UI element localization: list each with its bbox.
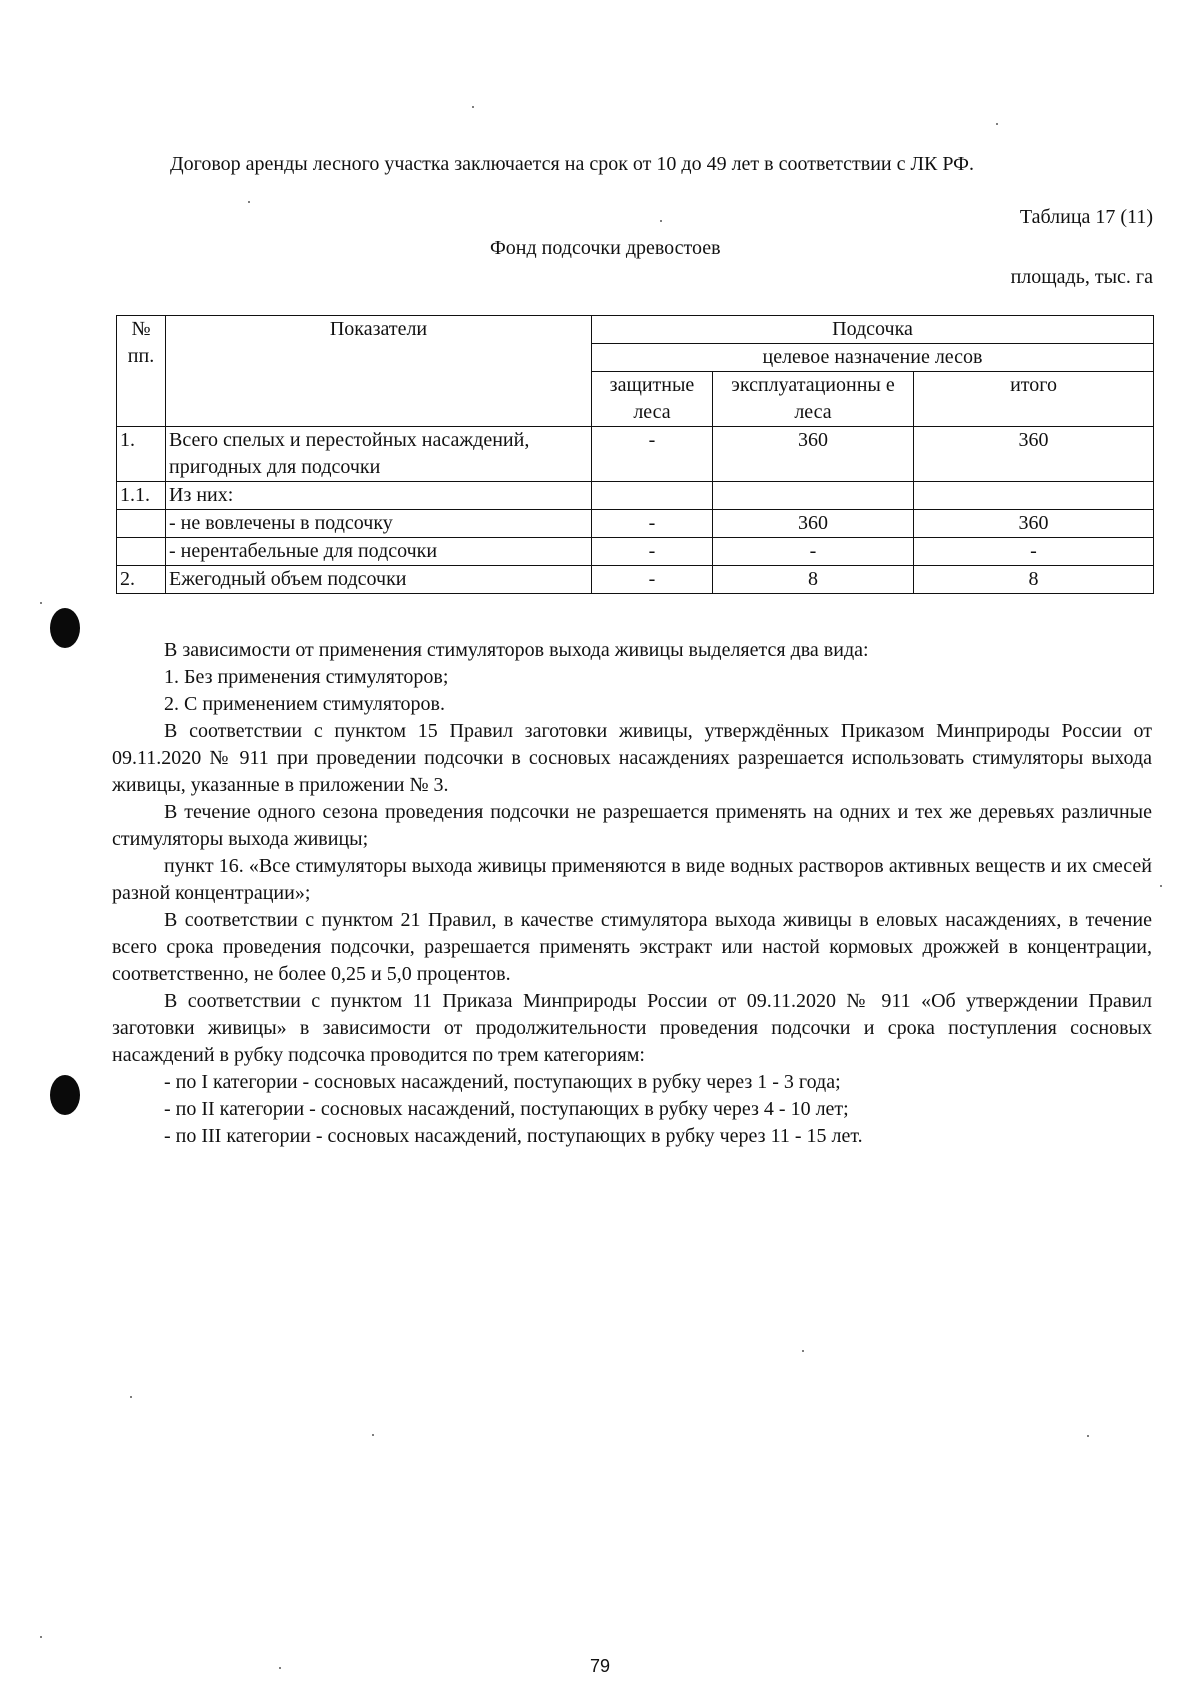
list-item: - по III категории - сосновых насаждений, поступающих в рубку через 11 - 15 лет. — [164, 1125, 863, 1147]
row-num: 1.1. — [117, 482, 166, 510]
header-indicator: Показатели — [166, 316, 592, 427]
punch-hole-upper — [50, 608, 80, 648]
table-row — [117, 510, 1154, 538]
header-protective: защитные леса — [592, 372, 713, 427]
row-total: 8 — [914, 566, 1154, 594]
row-protective: - — [592, 538, 713, 566]
scan-speck — [372, 1434, 374, 1436]
paragraph: В течение одного сезона проведения подсочки не разрешается применять на одних и тех же деревьях различные стимуляторы выхода живицы; — [112, 801, 1152, 850]
scan-speck — [802, 1350, 804, 1352]
header-exploitation: эксплуатационны е леса — [713, 372, 914, 427]
scan-speck — [130, 1396, 132, 1398]
paragraph: В соответствии с пунктом 11 Приказа Минприроды России от 09.11.2020 № 911 «Об утверждении Правил заготовки живицы» в зависимости от продолжительности проведения подсочки и срока поступления сосновых насаждений в рубку подсочка проводится по трем категориям: — [112, 990, 1152, 1066]
scan-speck — [40, 602, 42, 604]
row-protective: - — [592, 566, 713, 594]
tapping-fund-table — [116, 315, 1154, 594]
punch-hole-lower — [50, 1075, 80, 1115]
row-num: 2. — [117, 566, 166, 594]
row-num — [117, 538, 166, 566]
scan-speck — [996, 123, 998, 125]
row-protective: - — [592, 427, 713, 482]
row-label: - не вовлечены в подсочку — [166, 510, 592, 538]
row-exploitation: 8 — [713, 566, 914, 594]
row-label: Из них: — [166, 482, 592, 510]
paragraph: пункт 16. «Все стимуляторы выхода живицы применяются в виде водных растворов активных веществ и их смесей разной концентрации»; — [112, 855, 1152, 904]
header-tapping: Подсочка — [592, 316, 1154, 344]
scan-speck — [1160, 885, 1162, 887]
table-header-row — [117, 316, 1154, 344]
intro-line: Договор аренды лесного участка заключается на срок от 10 до 49 лет в соответствии с ЛК РФ. — [170, 153, 974, 175]
scan-speck — [248, 201, 250, 203]
table-number: Таблица 17 (11) — [1019, 206, 1153, 228]
table-row — [117, 482, 1154, 510]
table-title: Фонд подсочки древостоев — [490, 237, 721, 259]
row-protective — [592, 482, 713, 510]
row-exploitation: 360 — [713, 427, 914, 482]
list-item: - по II категории - сосновых насаждений, поступающих в рубку через 4 - 10 лет; — [164, 1098, 849, 1120]
page-number: 79 — [589, 1656, 611, 1676]
row-label: Ежегодный объем подсочки — [166, 566, 592, 594]
row-total: - — [914, 538, 1154, 566]
row-exploitation — [713, 482, 914, 510]
row-label: Всего спелых и перестойных насаждений, пригодных для подсочки — [166, 427, 592, 482]
paragraph: В соответствии с пунктом 21 Правил, в качестве стимулятора выхода живицы в еловых насаждениях, в течение всего срока проведения подсочки, разрешается применять экстракт или настой кормовых дрожжей в концентрации, соответственно, не более 0,25 и 5,0 процентов. — [112, 909, 1152, 985]
row-total — [914, 482, 1154, 510]
header-purpose: целевое назначение лесов — [592, 344, 1154, 372]
row-total: 360 — [914, 510, 1154, 538]
row-exploitation: - — [713, 538, 914, 566]
table-row — [117, 427, 1154, 482]
header-num: № пп. — [117, 316, 166, 427]
row-num — [117, 510, 166, 538]
scan-speck — [1087, 1435, 1089, 1437]
paragraph: В соответствии с пунктом 15 Правил заготовки живицы, утверждённых Приказом Минприроды России от 09.11.2020 № 911 при проведении подсочки в сосновых насаждениях разрешается использовать стимуляторы выхода живицы, указанные в приложении № 3. — [112, 720, 1152, 796]
row-total: 360 — [914, 427, 1154, 482]
table-row — [117, 566, 1154, 594]
row-label: - нерентабельные для подсочки — [166, 538, 592, 566]
table-row — [117, 538, 1154, 566]
scan-speck — [40, 1636, 42, 1638]
row-num: 1. — [117, 427, 166, 482]
body-text — [112, 637, 1152, 1150]
header-total: итого — [914, 372, 1154, 427]
row-exploitation: 360 — [713, 510, 914, 538]
row-protective: - — [592, 510, 713, 538]
paragraph: В зависимости от применения стимуляторов выхода живицы выделяется два вида: — [164, 639, 869, 661]
units-label: площадь, тыс. га — [1010, 266, 1153, 288]
list-item: 1. Без применения стимуляторов; — [164, 666, 449, 688]
scan-speck — [660, 220, 662, 222]
list-item: 2. С применением стимуляторов. — [164, 693, 445, 715]
list-item: - по I категории - сосновых насаждений, поступающих в рубку через 1 - 3 года; — [164, 1071, 841, 1093]
scan-speck — [472, 106, 474, 108]
